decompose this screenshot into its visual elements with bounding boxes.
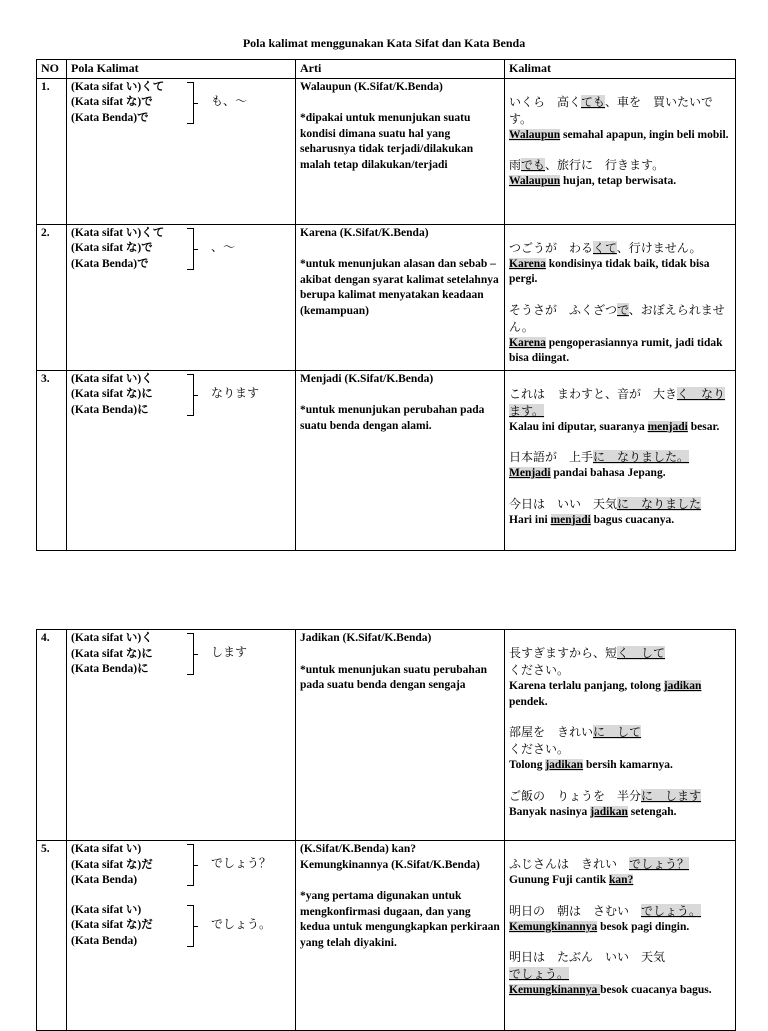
meaning-title: (K.Sifat/K.Benda) kan? Kemungkinannya (K.Sifat/K.Benda) [300,843,480,871]
meaning-title: Walaupun (K.Sifat/K.Benda) [300,80,443,93]
page-title: Pola kalimat menggunakan Kata Sifat dan Kata Benda [242,36,526,50]
pattern-cell [67,630,296,841]
meaning-title: Menjadi (K.Sifat/K.Benda) [300,372,434,385]
meaning-description: *dipakai untuk menunjukan suatu kondisi dimana suatu hal yang seharusnya tidak terjadi/dilakukan malah tetap dilakukan/terjadi [300,112,474,171]
example [509,240,731,288]
pattern-line: (Kata sifat い)くて [71,226,165,239]
example-japanese: つごうが わるくて、行けません。 [509,240,702,255]
header-arti: Arti [296,60,505,79]
row-number: 5. [37,841,67,1031]
table-row [37,78,736,224]
brace-icon [187,633,194,675]
example [509,949,731,999]
pattern-cell [67,78,296,224]
pattern-suffix: します [211,645,248,659]
example [509,724,731,774]
pattern-line: (Kata sifat な)に [71,388,153,400]
example-japanese: 明日の 朝は さむい でしょう。 [509,903,702,918]
pattern-line: (Kata sifat い) [71,903,142,916]
row-number: 1. [37,78,67,224]
pattern-suffix: でしょう。 [211,916,272,931]
row-number: 4. [37,630,67,841]
meaning-cell [296,224,505,370]
example-japanese: ふじさんは きれい でしょう？ [509,857,690,871]
example-japanese: 今日は いい 天気に なりました [509,496,702,511]
example-translation: Karena pengoperasiannya rumit, jadi tidak bisa diingat. [509,336,723,364]
row-number: 3. [37,370,67,550]
example-japanese: そうさが ふくざつで、おぼえられません。 [509,302,725,334]
pattern-line: (Kata Benda)で [71,257,149,270]
brace-icon [187,82,194,124]
pattern-line: (Kata sifat い)くて [71,80,165,93]
pattern-suffix: も、～ [211,93,248,108]
example-translation: Kemungkinannya besok pagi dingin. [509,920,690,933]
example [509,449,731,482]
example-translation: Karena kondisinya tidak baik, tidak bisa pergi. [509,257,710,285]
table-header-row [37,60,736,79]
brace-icon [187,905,194,947]
example-japanese: 部屋を きれいに して ください。 [509,725,642,756]
example-japanese: ご飯の りょうを 半分に します [509,788,702,803]
example [509,645,731,710]
example-cell [505,841,736,1031]
row-number: 2. [37,224,67,370]
pattern-line: (Kata sifat な)に [71,647,153,660]
meaning-description: *untuk menunjukan alasan dan sebab – akibat dengan syarat kalimat setelahnya berupa kalimat menyatakan keadaan (kemampuan) [300,258,499,317]
meaning-description: *untuk menunjukan perubahan pada suatu benda dengan alami. [300,404,485,432]
example-translation: Kalau ini diputar, suaranya menjadi besar. [509,420,720,433]
example-translation: Menjadi pandai bahasa Jepang. [509,467,666,479]
pattern-line: (Kata sifat な)だ [71,919,153,931]
example [509,386,731,436]
example [509,302,731,367]
example [509,856,731,889]
pattern-line: (Kata sifat な)で [71,242,153,254]
pattern-line: (Kata Benda) [71,874,138,886]
pattern-suffix: なります [211,385,260,400]
pattern-line: (Kata Benda)で [71,111,149,124]
meaning-description: *untuk menunjukan suatu perubahan pada suatu benda dengan sengaja [300,663,487,691]
example-translation: Kemungkinannya besok cuacanya bagus. [509,984,712,996]
pattern-line: (Kata sifat な)で [71,96,153,108]
example-translation: Gunung Fuji cantik kan? [509,874,634,886]
pattern-line: (Kata sifat い)く [71,372,153,385]
meaning-cell [296,630,505,841]
pattern-line: (Kata Benda) [71,934,138,947]
example [509,157,731,190]
example-japanese: いくら 高くても、車を 買いたいです。 [509,94,714,126]
example [509,903,731,936]
pattern-suffix: 、～ [211,239,236,254]
pattern-cell [67,224,296,370]
brace-icon [187,844,194,886]
example-japanese: 長すぎますから、短く して ください。 [509,646,666,677]
example-japanese: 雨でも、旅行に 行きます。 [509,158,665,172]
example [509,496,731,529]
example-translation: Karena terlalu panjang, tolong jadikan pendek. [509,680,702,708]
pattern-line: (Kata sifat な)だ [71,858,153,871]
meaning-cell [296,370,505,550]
pattern-line: (Kata Benda)に [71,663,149,675]
pattern-cell [67,841,296,1031]
example-japanese: これは まわすと、音が 大きく なります。 [509,386,726,418]
brace-icon [187,228,194,270]
example-translation: Banyak nasinya jadikan setengah. [509,805,677,818]
example-japanese: 明日は たぶん いい 天気 でしょう。 [509,950,666,981]
example-translation: Hari ini menjadi bagus cuacanya. [509,513,675,526]
pattern-suffix: でしょう？ [211,856,272,870]
table-row [37,841,736,1031]
table-row [37,370,736,550]
example-cell [505,370,736,550]
pattern-cell [67,370,296,550]
brace-icon [187,374,194,416]
example [509,94,731,144]
example-japanese: 日本語が 上手に なりました。 [509,450,690,464]
grammar-table-1 [36,59,736,551]
pattern-line: (Kata sifat い) [71,843,142,855]
grammar-table-2 [36,629,736,1031]
meaning-cell [296,78,505,224]
example-cell [505,630,736,841]
example-translation: Walaupun semahal apapun, ingin beli mobil. [509,128,729,141]
meaning-cell [296,841,505,1031]
meaning-title: Jadikan (K.Sifat/K.Benda) [300,632,432,644]
example-cell [505,78,736,224]
header-kalimat: Kalimat [505,60,736,79]
table-row [37,630,736,841]
example [509,788,731,821]
meaning-title: Karena (K.Sifat/K.Benda) [300,226,429,239]
table-row [37,224,736,370]
example-translation: Tolong jadikan bersih kamarnya. [509,759,673,771]
example-translation: Walaupun hujan, tetap berwisata. [509,175,677,187]
meaning-description: *yang pertama digunakan untuk mengkonfirmasi dugaan, dan yang kedua untuk mengungkapkan perkiraan yang telah diyakini. [300,890,500,949]
example-cell [505,224,736,370]
pattern-line: (Kata sifat い)く [71,632,153,644]
pattern-line: (Kata Benda)に [71,403,149,416]
header-pola: Pola Kalimat [67,60,296,79]
header-no: NO [37,60,67,79]
